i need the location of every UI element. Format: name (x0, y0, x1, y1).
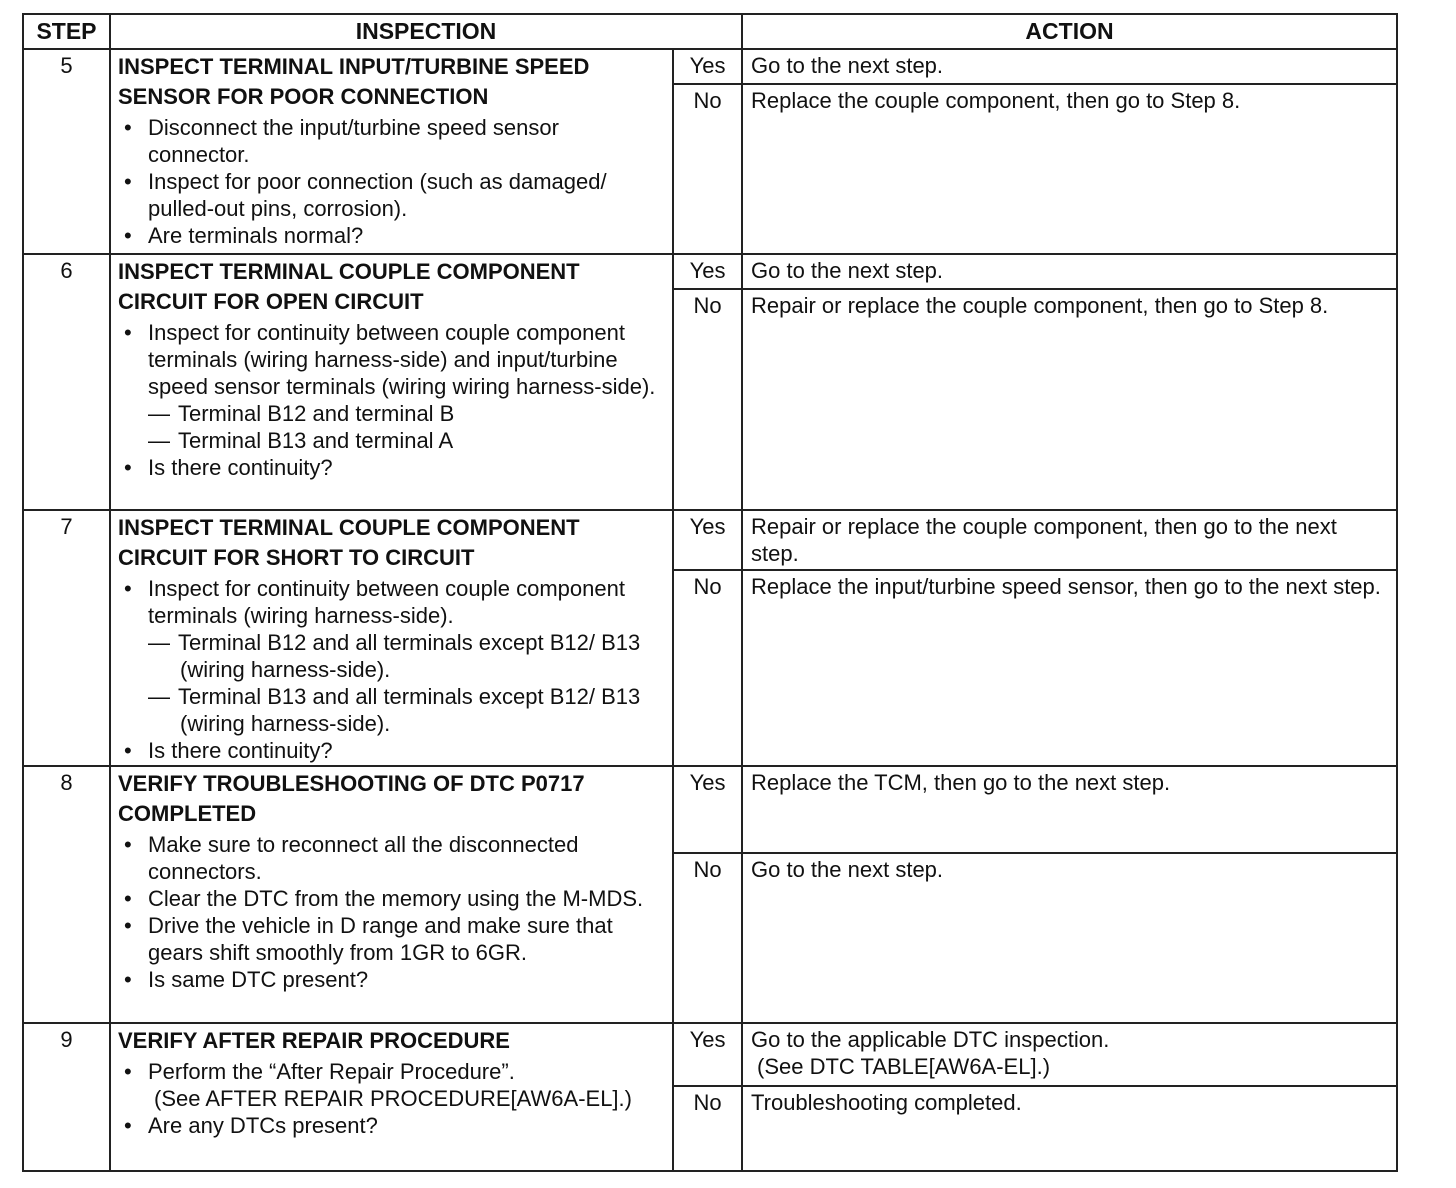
diagnostic-table (22, 13, 1398, 1172)
yes-action (742, 510, 1397, 570)
step-row-yes (23, 766, 1397, 853)
yes-action-note: (See DTC TABLE[AW6A-EL].) (757, 1054, 1051, 1079)
inspection-title: VERIFY AFTER REPAIR PROCEDURE (118, 1028, 510, 1053)
sub-item (148, 400, 666, 427)
step-number: 6 (23, 254, 110, 510)
yes-label: Yes (673, 766, 742, 853)
inspection-bullets (118, 1058, 666, 1139)
bullet-item (118, 831, 666, 885)
bullet-text: Inspect for poor connection (such as damaged/ pulled-out pins, corrosion). (148, 169, 607, 221)
inspection-title: INSPECT TERMINAL COUPLE COMPONENT CIRCUIT FOR OPEN CIRCUIT (118, 259, 580, 314)
bullet-item (118, 966, 666, 993)
bullet-text: Are terminals normal? (148, 223, 364, 248)
sub-item-text: Terminal B13 and all terminals except B12/ B13 (wiring harness-side). (178, 684, 641, 736)
inspection-bullets (118, 114, 666, 249)
step-number: 8 (23, 766, 110, 1023)
bullet-text: Inspect for continuity between couple component terminals (wiring harness-side) and input/turbine speed sensor terminals (wiring wiring harness-side). (148, 320, 656, 399)
action-header: ACTION (742, 14, 1397, 49)
sub-item-text: Terminal B12 and all terminals except B12/ B13 (wiring harness-side). (178, 630, 641, 682)
yes-action-text: Repair or replace the couple component, then go to the next step. (751, 514, 1337, 566)
bullet-text: Disconnect the input/turbine speed sensor connector. (148, 115, 559, 167)
bullet-item (118, 1058, 666, 1112)
bullet-item (118, 319, 666, 454)
yes-action-text: Go to the applicable DTC inspection. (751, 1027, 1110, 1052)
bullet-text: Inspect for continuity between couple component terminals (wiring harness-side). (148, 576, 625, 628)
bullet-item (118, 912, 666, 966)
no-label: No (673, 1086, 742, 1171)
yes-action (742, 1023, 1397, 1086)
bullet-item (118, 885, 666, 912)
dash-mark: — (148, 684, 170, 709)
yes-action (742, 254, 1397, 289)
yes-label: Yes (673, 49, 742, 84)
bullet-note: (See AFTER REPAIR PROCEDURE[AW6A-EL].) (154, 1086, 632, 1111)
bullet-item (118, 168, 666, 222)
bullet-text: Clear the DTC from the memory using the M-MDS. (148, 886, 644, 911)
yes-label: Yes (673, 1023, 742, 1086)
sub-item (148, 683, 666, 737)
inspection-title: INSPECT TERMINAL COUPLE COMPONENT CIRCUIT FOR SHORT TO CIRCUIT (118, 515, 580, 570)
sub-list (148, 629, 666, 737)
no-label: No (673, 84, 742, 254)
bullet-text: Is there continuity? (148, 455, 333, 480)
step-number: 7 (23, 510, 110, 766)
bullet-text: Drive the vehicle in D range and make sure that gears shift smoothly from 1GR to 6GR. (148, 913, 613, 965)
inspection-title: VERIFY TROUBLESHOOTING OF DTC P0717 COMPLETED (118, 771, 585, 826)
inspection-cell (110, 254, 673, 510)
no-action: Replace the couple component, then go to Step 8. (742, 84, 1397, 254)
sub-item (148, 427, 666, 454)
no-action: Replace the input/turbine speed sensor, then go to the next step. (742, 570, 1397, 766)
bullet-text: Perform the “After Repair Procedure”. (148, 1059, 515, 1084)
bullet-item (118, 575, 666, 737)
yes-action (742, 766, 1397, 853)
inspection-cell (110, 766, 673, 1023)
sub-item-text: Terminal B13 and terminal A (178, 428, 454, 453)
step-row-yes (23, 510, 1397, 570)
inspection-cell (110, 510, 673, 766)
inspection-bullets (118, 575, 666, 764)
dash-mark: — (148, 630, 170, 655)
bullet-item (118, 222, 666, 249)
yes-label: Yes (673, 510, 742, 570)
no-label: No (673, 570, 742, 766)
bullet-text: Make sure to reconnect all the disconnected connectors. (148, 832, 579, 884)
sub-item (148, 629, 666, 683)
sub-item-text: Terminal B12 and terminal B (178, 401, 455, 426)
bullet-item (118, 114, 666, 168)
no-action: Repair or replace the couple component, then go to Step 8. (742, 289, 1397, 510)
dash-mark: — (148, 428, 170, 453)
inspection-bullets (118, 319, 666, 481)
dash-mark: — (148, 401, 170, 426)
yes-action-text: Go to the next step. (751, 53, 944, 78)
inspection-cell (110, 1023, 673, 1171)
sub-list (148, 400, 666, 454)
bullet-text: Are any DTCs present? (148, 1113, 378, 1138)
step-row-yes (23, 1023, 1397, 1086)
step-number: 9 (23, 1023, 110, 1171)
bullet-item (118, 737, 666, 764)
inspection-cell (110, 49, 673, 254)
bullet-item (118, 1112, 666, 1139)
header-row (23, 14, 1397, 49)
inspection-header: INSPECTION (110, 14, 742, 49)
yes-action-text: Go to the next step. (751, 258, 944, 283)
step-number: 5 (23, 49, 110, 254)
no-label: No (673, 289, 742, 510)
step-row-yes (23, 254, 1397, 289)
bullet-text: Is same DTC present? (148, 967, 369, 992)
no-action: Troubleshooting completed. (742, 1086, 1397, 1171)
yes-action (742, 49, 1397, 84)
no-action: Go to the next step. (742, 853, 1397, 1023)
no-label: No (673, 853, 742, 1023)
bullet-item (118, 454, 666, 481)
inspection-bullets (118, 831, 666, 993)
step-row-yes (23, 49, 1397, 84)
yes-label: Yes (673, 254, 742, 289)
bullet-text: Is there continuity? (148, 738, 333, 763)
inspection-title: INSPECT TERMINAL INPUT/TURBINE SPEED SENSOR FOR POOR CONNECTION (118, 54, 590, 109)
step-header: STEP (23, 14, 110, 49)
yes-action-text: Replace the TCM, then go to the next step. (751, 770, 1171, 795)
